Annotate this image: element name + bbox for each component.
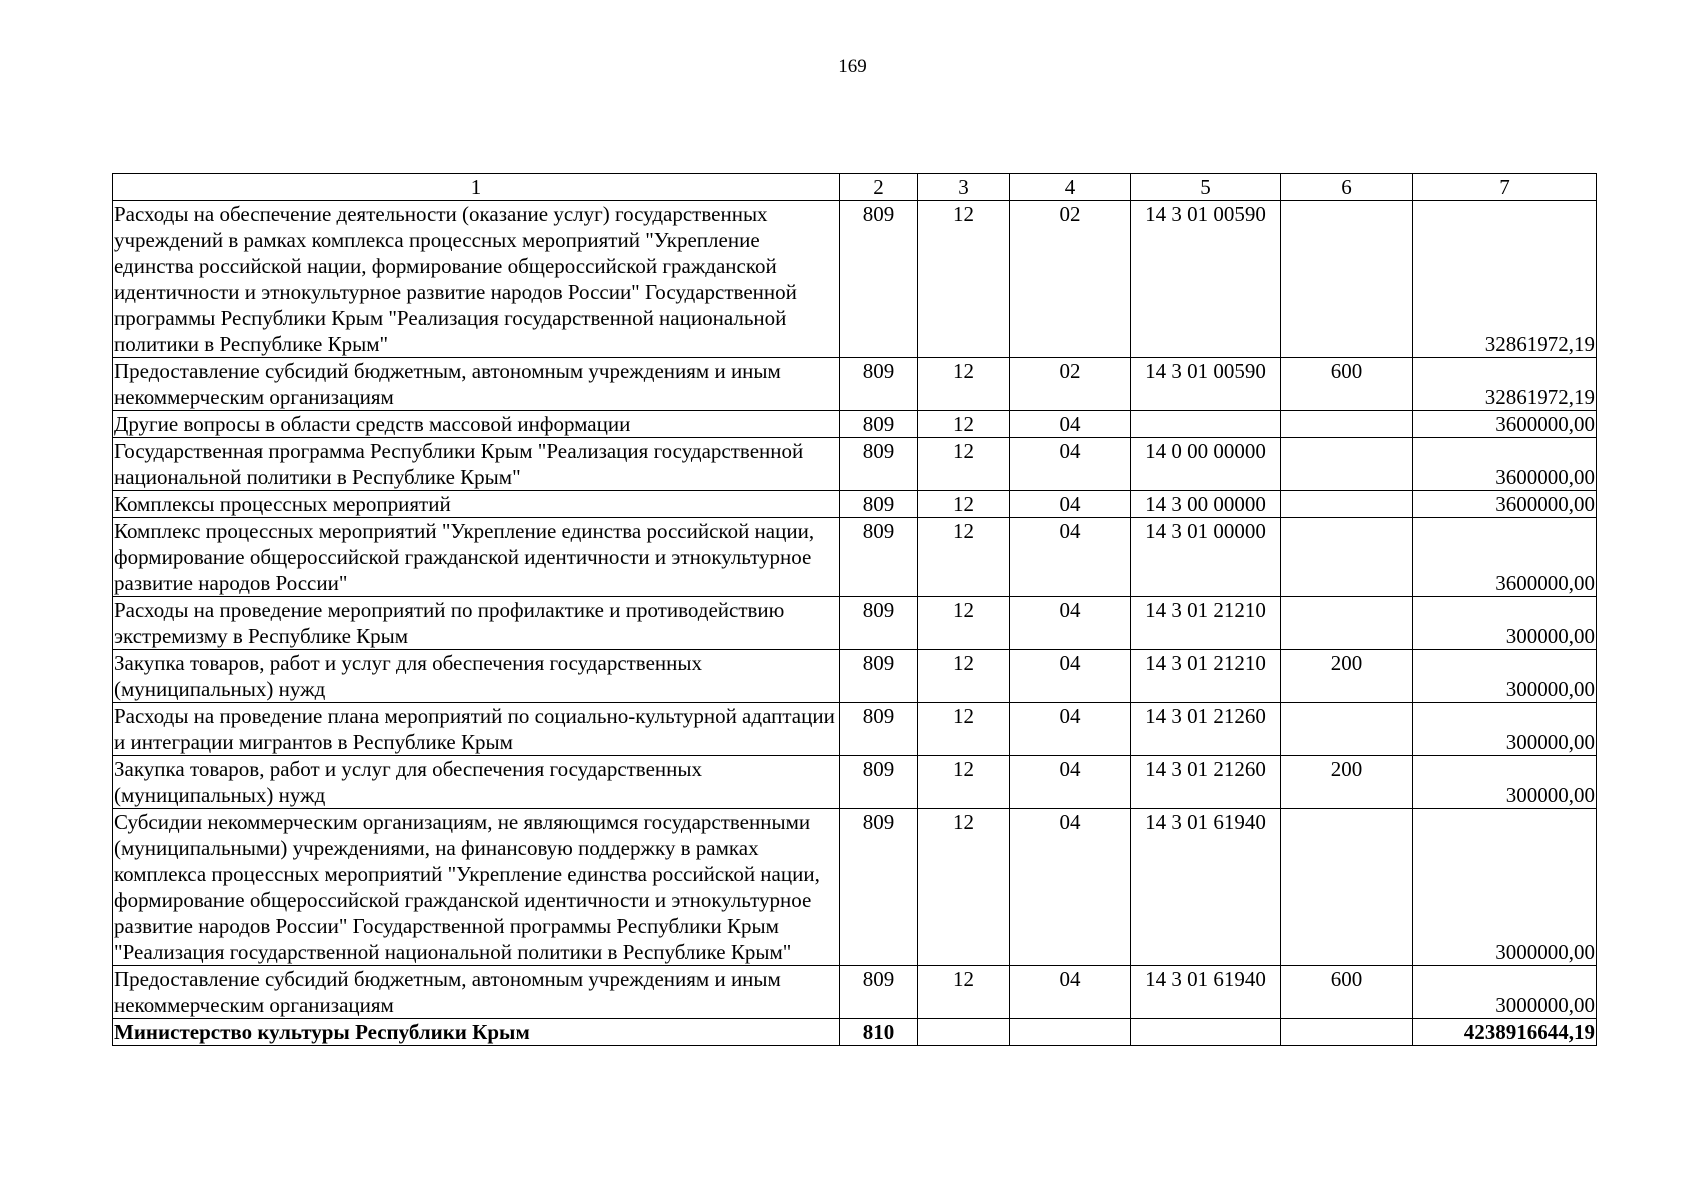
ved-code-cell: 809 [840,411,918,438]
target-article-cell: 14 3 01 21260 [1131,703,1281,756]
row-name-cell: Расходы на обеспечение деятельности (оказание услуг) государственных учреждений в рамках комплекса процессных мероприятий "Укрепление единства российской нации, формирование общероссийской гражданской идентичности и этнокультурное развитие народов России" Государственной программы Республики Крым "Реализация государственной национальной политики в Республике Крым" [113,201,840,358]
ved-code-cell: 809 [840,358,918,411]
table-row [113,438,1597,491]
column-number: 1 [113,174,840,201]
column-number: 7 [1413,174,1597,201]
table-row [113,358,1597,411]
subsection-code-cell: 04 [1010,966,1131,1019]
target-article-cell: 14 3 00 00000 [1131,491,1281,518]
column-number: 3 [918,174,1010,201]
expense-type-cell [1281,518,1413,597]
expense-type-cell [1281,491,1413,518]
column-number: 6 [1281,174,1413,201]
target-article-cell: 14 3 01 21260 [1131,756,1281,809]
amount-cell: 3000000,00 [1413,966,1597,1019]
target-article-cell: 14 3 01 00000 [1131,518,1281,597]
amount-cell: 300000,00 [1413,597,1597,650]
ved-code-cell: 809 [840,597,918,650]
ved-code-cell: 809 [840,201,918,358]
row-name-cell: Закупка товаров, работ и услуг для обеспечения государственных (муниципальных) нужд [113,756,840,809]
ved-code-cell: 809 [840,966,918,1019]
expense-type-cell: 600 [1281,966,1413,1019]
amount-cell: 300000,00 [1413,756,1597,809]
subsection-code-cell: 04 [1010,438,1131,491]
ved-code-cell: 809 [840,756,918,809]
table-row [113,809,1597,966]
section-code-cell: 12 [918,809,1010,966]
target-article-cell: 14 3 01 00590 [1131,358,1281,411]
row-name-cell: Субсидии некоммерческим организациям, не являющимся государственными (муниципальными) учреждениями, на финансовую поддержку в рамках комплекса процессных мероприятий "Укрепление единства российской нации, формирование общероссийской гражданской идентичности и этнокультурное развитие народов России" Государственной программы Республики Крым "Реализация государственной национальной политики в Республике Крым" [113,809,840,966]
row-name-cell: Комплекс процессных мероприятий "Укрепление единства российской нации, формирование общероссийской гражданской идентичности и этнокультурное развитие народов России" [113,518,840,597]
section-code-cell: 12 [918,650,1010,703]
column-number: 5 [1131,174,1281,201]
expense-type-cell: 200 [1281,650,1413,703]
subsection-code-cell: 04 [1010,411,1131,438]
target-article-cell [1131,411,1281,438]
subsection-code-cell: 04 [1010,491,1131,518]
amount-cell: 3000000,00 [1413,809,1597,966]
section-code-cell: 12 [918,703,1010,756]
section-code-cell: 12 [918,597,1010,650]
expense-type-cell [1281,703,1413,756]
target-article-cell: 14 3 01 61940 [1131,809,1281,966]
amount-cell: 3600000,00 [1413,491,1597,518]
table-row [113,597,1597,650]
section-code-cell: 12 [918,491,1010,518]
row-name-cell: Предоставление субсидий бюджетным, автономным учреждениям и иным некоммерческим организациям [113,358,840,411]
subsection-code-cell: 04 [1010,597,1131,650]
subsection-code-cell: 04 [1010,809,1131,966]
table-row [113,756,1597,809]
ved-code-cell: 809 [840,491,918,518]
table-row [113,518,1597,597]
row-name-cell: Комплексы процессных мероприятий [113,491,840,518]
target-article-cell: 14 3 01 61940 [1131,966,1281,1019]
subsection-code-cell: 02 [1010,201,1131,358]
ved-code-cell: 809 [840,518,918,597]
amount-cell: 3600000,00 [1413,438,1597,491]
table-row [113,491,1597,518]
row-name-cell: Предоставление субсидий бюджетным, автономным учреждениям и иным некоммерческим организациям [113,966,840,1019]
row-name-cell: Расходы на проведение плана мероприятий по социально-культурной адаптации и интеграции мигрантов в Республике Крым [113,703,840,756]
column-number: 4 [1010,174,1131,201]
table-row [113,966,1597,1019]
table-row [113,650,1597,703]
section-code-cell [918,1019,1010,1046]
expense-type-cell: 600 [1281,358,1413,411]
table-row [113,703,1597,756]
section-code-cell: 12 [918,518,1010,597]
ved-code-cell: 809 [840,809,918,966]
row-name-cell: Другие вопросы в области средств массовой информации [113,411,840,438]
section-code-cell: 12 [918,411,1010,438]
expense-type-cell [1281,1019,1413,1046]
row-name-cell: Министерство культуры Республики Крым [113,1019,840,1046]
amount-cell: 300000,00 [1413,650,1597,703]
row-name-cell: Расходы на проведение мероприятий по профилактике и противодействию экстремизму в Республике Крым [113,597,840,650]
expense-type-cell: 200 [1281,756,1413,809]
ved-code-cell: 810 [840,1019,918,1046]
target-article-cell: 14 3 01 00590 [1131,201,1281,358]
section-code-cell: 12 [918,438,1010,491]
section-code-cell: 12 [918,201,1010,358]
budget-table [112,173,1597,1046]
section-code-cell: 12 [918,966,1010,1019]
column-number-row [113,174,1597,201]
amount-cell: 3600000,00 [1413,411,1597,438]
column-number: 2 [840,174,918,201]
table-row [113,201,1597,358]
target-article-cell: 14 3 01 21210 [1131,650,1281,703]
subsection-code-cell: 04 [1010,518,1131,597]
subsection-code-cell: 04 [1010,650,1131,703]
target-article-cell [1131,1019,1281,1046]
table-row [113,411,1597,438]
expense-type-cell [1281,411,1413,438]
expense-type-cell [1281,809,1413,966]
section-code-cell: 12 [918,756,1010,809]
ved-code-cell: 809 [840,650,918,703]
target-article-cell: 14 0 00 00000 [1131,438,1281,491]
ved-code-cell: 809 [840,438,918,491]
amount-cell: 32861972,19 [1413,201,1597,358]
expense-type-cell [1281,438,1413,491]
table-row [113,1019,1597,1046]
subsection-code-cell: 02 [1010,358,1131,411]
subsection-code-cell: 04 [1010,703,1131,756]
target-article-cell: 14 3 01 21210 [1131,597,1281,650]
expense-type-cell [1281,597,1413,650]
table-body [113,174,1597,1046]
subsection-code-cell [1010,1019,1131,1046]
section-code-cell: 12 [918,358,1010,411]
amount-cell: 3600000,00 [1413,518,1597,597]
ved-code-cell: 809 [840,703,918,756]
amount-cell: 300000,00 [1413,703,1597,756]
amount-cell: 4238916644,19 [1413,1019,1597,1046]
page-number: 169 [838,56,867,77]
expense-type-cell [1281,201,1413,358]
row-name-cell: Государственная программа Республики Крым "Реализация государственной национальной политики в Республике Крым" [113,438,840,491]
amount-cell: 32861972,19 [1413,358,1597,411]
subsection-code-cell: 04 [1010,756,1131,809]
row-name-cell: Закупка товаров, работ и услуг для обеспечения государственных (муниципальных) нужд [113,650,840,703]
